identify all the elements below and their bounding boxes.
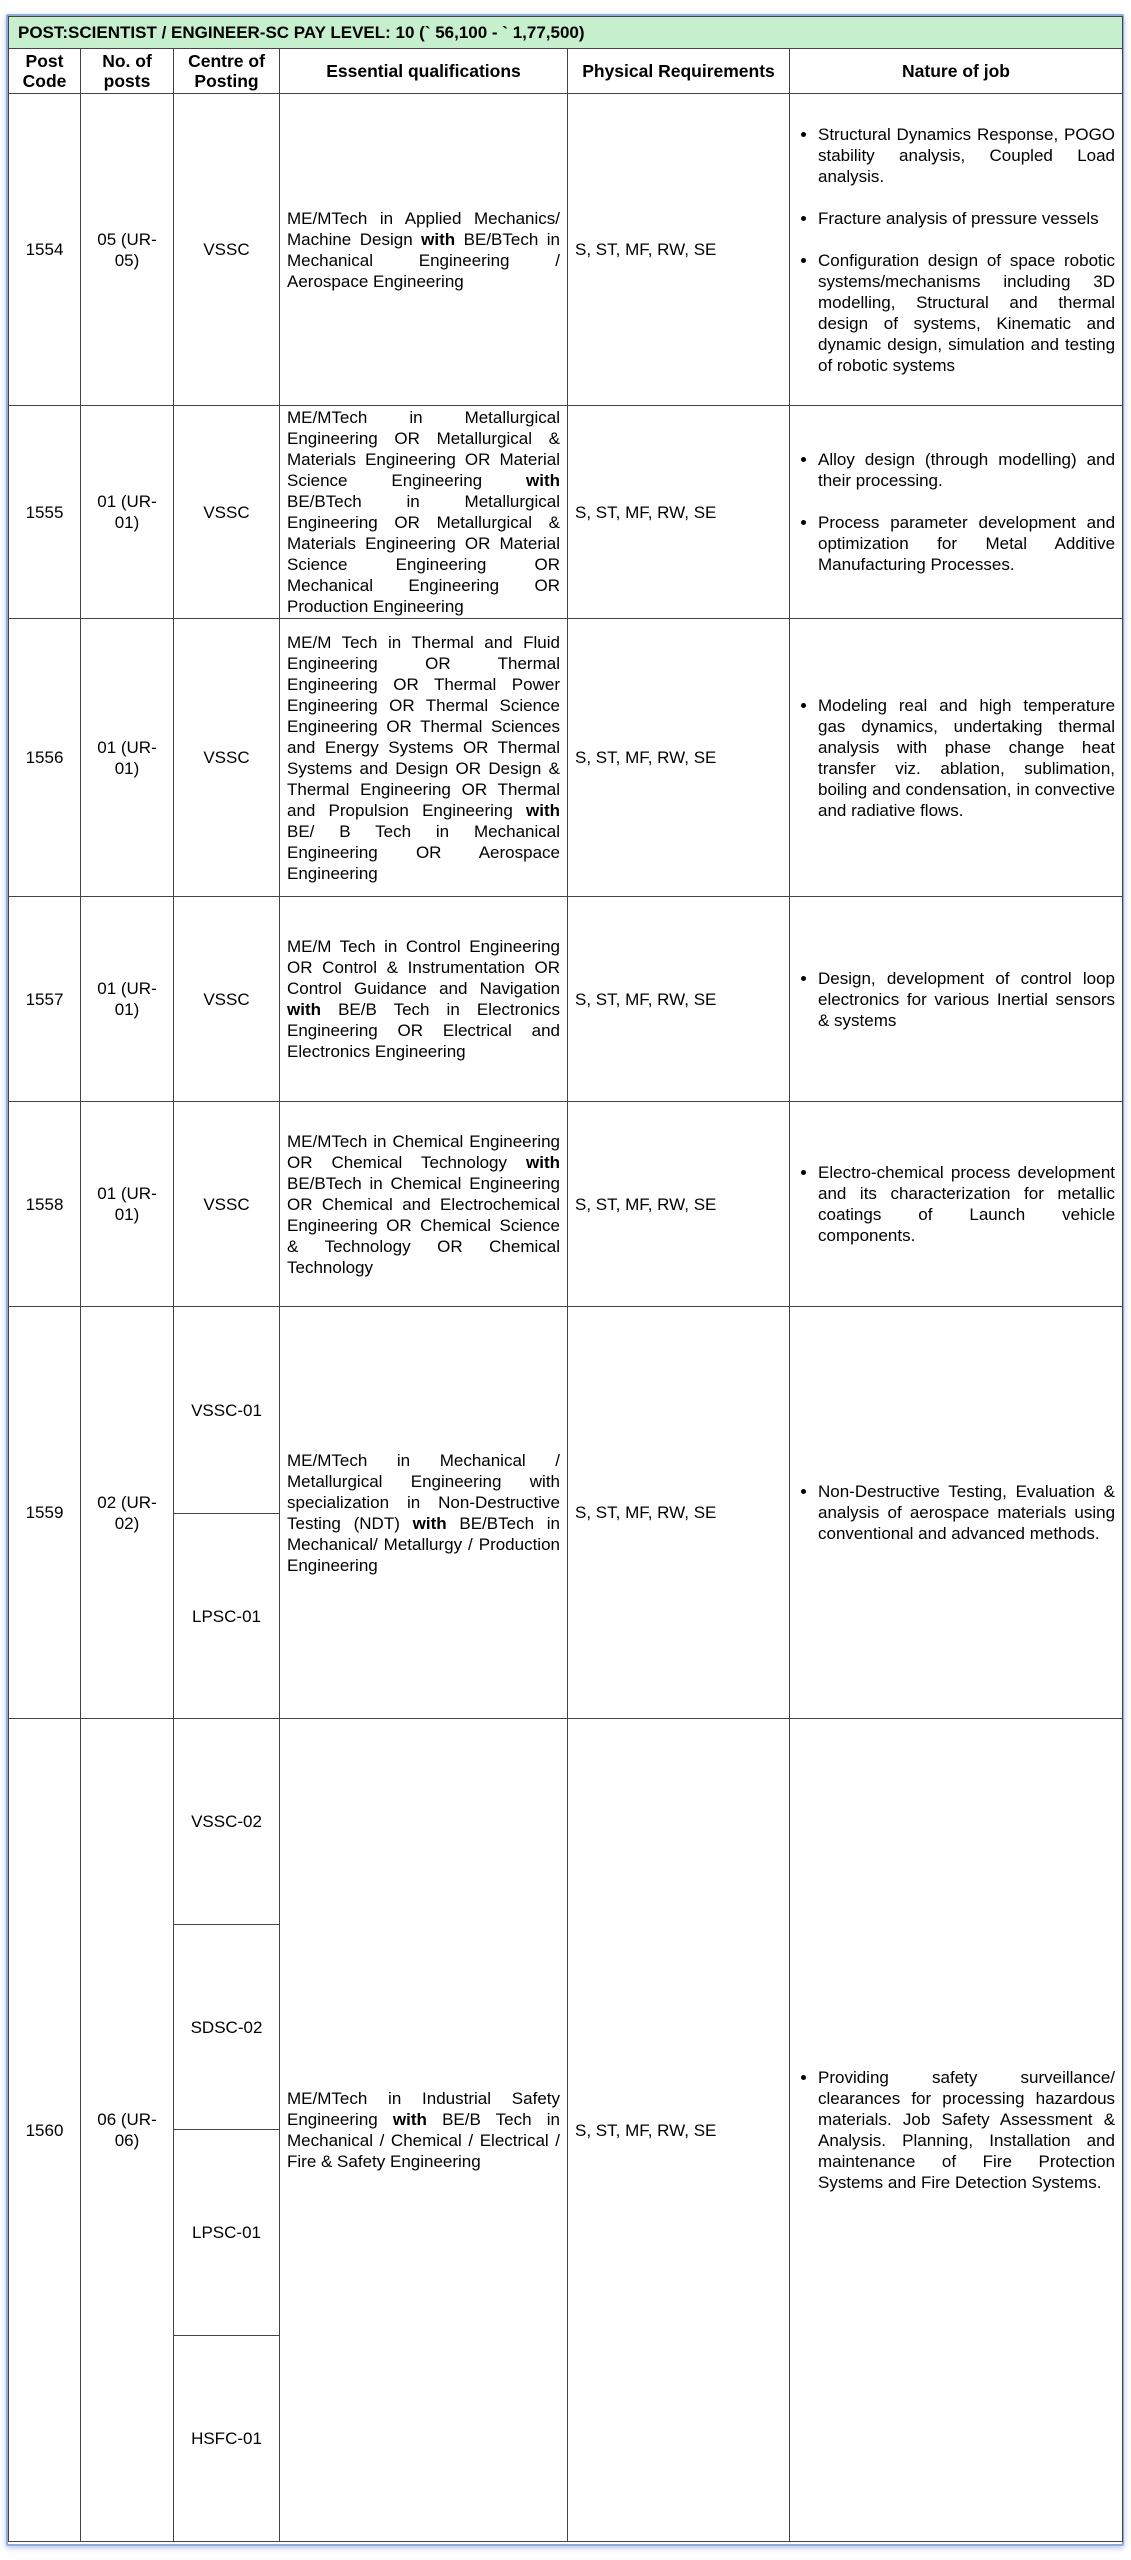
centre-cell: VSSC bbox=[174, 94, 280, 406]
nature-item: • Alloy design (through modelling) and their processing. bbox=[818, 449, 1115, 491]
centre-cell: VSSC bbox=[174, 406, 280, 619]
nature-item: • Fracture analysis of pressure vessels bbox=[818, 208, 1115, 229]
post-code-cell: 1554 bbox=[9, 94, 81, 406]
nature-list bbox=[797, 124, 1115, 376]
physical-requirements-cell: S, ST, MF, RW, SE bbox=[568, 619, 790, 897]
qualification-text: ME/MTech in Mechanical / Metallurgical Engineering with specialization in Non-Destructive Testing (NDT) bbox=[287, 1450, 560, 1533]
post-code-cell: 1560 bbox=[9, 1719, 81, 2542]
qualification-text: BE/B Tech in Mechanical / Chemical / Electrical / Fire & Safety Engineering bbox=[287, 2110, 560, 2171]
qualification-text: ME/MTech in Applied Mechanics/ Machine Design bbox=[287, 208, 560, 249]
qualification-connector: with bbox=[526, 800, 560, 820]
nature-of-job-cell bbox=[790, 1102, 1123, 1307]
nature-of-job-cell bbox=[790, 1307, 1123, 1719]
qualification-text: BE/BTech in Mechanical/ Metallurgy / Production Engineering bbox=[287, 1513, 560, 1575]
centre-cell: VSSC bbox=[174, 1102, 280, 1307]
qualification-text: ME/M Tech in Control Engineering OR Control & Instrumentation OR Control Guidance and Navigation bbox=[287, 937, 560, 998]
qualifications-cell bbox=[280, 1719, 568, 2542]
post-code-cell: 1557 bbox=[9, 897, 81, 1102]
table-row bbox=[9, 1102, 1123, 1307]
post-code-cell: 1556 bbox=[9, 619, 81, 897]
qualification-text: ME/MTech in Metallurgical Engineering OR Metallurgical & Materials Engineering OR Material Science Engineering bbox=[287, 408, 560, 490]
header-post-code: Post Code bbox=[9, 49, 81, 94]
header-nature: Nature of job bbox=[790, 49, 1123, 94]
no-of-posts-cell: 01 (UR-01) bbox=[81, 406, 174, 619]
no-of-posts-cell: 01 (UR-01) bbox=[81, 897, 174, 1102]
nature-item: • Design, development of control loop electronics for various Inertial sensors & systems bbox=[818, 968, 1115, 1031]
nature-list bbox=[797, 449, 1115, 575]
qualifications-cell bbox=[280, 94, 568, 406]
qualification-text: ME/M Tech in Thermal and Fluid Engineering OR Thermal Engineering OR Thermal Power Engineering OR Thermal Science Engineering OR Thermal Sciences and Energy Systems OR Thermal Systems and Design OR Design & Thermal Engineering OR Thermal and Propulsion Engineering bbox=[287, 632, 560, 820]
nature-item: • Structural Dynamics Response, POGO stability analysis, Coupled Load analysis. bbox=[818, 124, 1115, 187]
centre-cell: VSSC-01 bbox=[174, 1307, 280, 1514]
nature-of-job-cell bbox=[790, 94, 1123, 406]
nature-list bbox=[797, 1162, 1115, 1246]
centre-cell: SDSC-02 bbox=[174, 1925, 280, 2130]
qualifications-cell bbox=[280, 1102, 568, 1307]
qualification-connector: with bbox=[526, 471, 560, 490]
nature-list bbox=[797, 2067, 1115, 2193]
table-row bbox=[9, 619, 1123, 897]
qualification-text: BE/BTech in Chemical Engineering OR Chemical and Electrochemical Engineering OR Chemical Science & Technology OR Chemical Technology bbox=[287, 1173, 560, 1277]
table-row bbox=[9, 897, 1123, 1102]
post-code-cell: 1558 bbox=[9, 1102, 81, 1307]
nature-list bbox=[797, 968, 1115, 1031]
table-row bbox=[9, 406, 1123, 619]
centre-cell: VSSC-02 bbox=[174, 1719, 280, 1925]
table-row bbox=[9, 94, 1123, 406]
physical-requirements-cell: S, ST, MF, RW, SE bbox=[568, 1719, 790, 2542]
qualifications-cell bbox=[280, 897, 568, 1102]
table-row bbox=[9, 1307, 1123, 1514]
qualification-connector: with bbox=[526, 1152, 560, 1172]
qualification-text: BE/BTech in Mechanical Engineering / Aerospace Engineering bbox=[287, 229, 561, 291]
centre-cell: HSFC-01 bbox=[174, 2336, 280, 2542]
header-centre: Centre of Posting bbox=[174, 49, 280, 94]
qualification-text: ME/MTech in Industrial Safety Engineering bbox=[287, 2089, 560, 2129]
nature-of-job-cell bbox=[790, 619, 1123, 897]
no-of-posts-cell: 05 (UR-05) bbox=[81, 94, 174, 406]
nature-list bbox=[797, 1481, 1115, 1544]
qualification-connector: with bbox=[392, 2110, 427, 2129]
no-of-posts-cell: 01 (UR-01) bbox=[81, 619, 174, 897]
post-code-cell: 1559 bbox=[9, 1307, 81, 1719]
nature-of-job-cell bbox=[790, 897, 1123, 1102]
physical-requirements-cell: S, ST, MF, RW, SE bbox=[568, 406, 790, 619]
header-physical: Physical Requirements bbox=[568, 49, 790, 94]
qualification-text: ME/MTech in Chemical Engineering OR Chemical Technology bbox=[287, 1131, 560, 1172]
header-row bbox=[9, 49, 1123, 94]
header-no-of-posts: No. of posts bbox=[81, 49, 174, 94]
table-row bbox=[9, 1719, 1123, 1925]
post-code-cell: 1555 bbox=[9, 406, 81, 619]
nature-item: • Modeling real and high temperature gas dynamics, undertaking thermal analysis with phase change heat transfer viz. ablation, sublimation, boiling and condensation, in convective and radiative flows. bbox=[818, 695, 1115, 821]
nature-list bbox=[797, 695, 1115, 821]
nature-of-job-cell bbox=[790, 406, 1123, 619]
no-of-posts-cell: 01 (UR-01) bbox=[81, 1102, 174, 1307]
physical-requirements-cell: S, ST, MF, RW, SE bbox=[568, 897, 790, 1102]
no-of-posts-cell: 06 (UR-06) bbox=[81, 1719, 174, 2542]
qualification-connector: with bbox=[412, 1513, 447, 1533]
physical-requirements-cell: S, ST, MF, RW, SE bbox=[568, 94, 790, 406]
qualification-text: BE/BTech in Metallurgical Engineering OR Metallurgical & Materials Engineering OR Material Science Engineering OR Mechanical Engineering OR Production Engineering bbox=[287, 492, 560, 616]
nature-item: • Providing safety surveillance/ clearances for processing hazardous materials. Job Safety Assessment & Analysis. Planning, Installation and maintenance of Fire Protection Systems and Fire Detection Systems. bbox=[818, 2067, 1115, 2193]
qualifications-cell bbox=[280, 1307, 568, 1719]
qualifications-cell bbox=[280, 406, 568, 619]
centre-cell: LPSC-01 bbox=[174, 1514, 280, 1719]
qualification-connector: with bbox=[421, 229, 456, 249]
centre-cell: LPSC-01 bbox=[174, 2130, 280, 2336]
qualification-text: BE/ B Tech in Mechanical Engineering OR Aerospace Engineering bbox=[287, 821, 560, 883]
centre-cell: VSSC bbox=[174, 897, 280, 1102]
header-qualifications: Essential qualifications bbox=[280, 49, 568, 94]
posts-table bbox=[8, 16, 1123, 2542]
nature-item: • Non-Destructive Testing, Evaluation & analysis of aerospace materials using conventional and advanced methods. bbox=[818, 1481, 1115, 1544]
nature-item: • Configuration design of space robotic systems/mechanisms including 3D modelling, Structural and thermal design of systems, Kinematic and dynamic design, simulation and testing of robotic systems bbox=[818, 250, 1115, 376]
nature-item: • Electro-chemical process development and its characterization for metallic coatings of Launch vehicle components. bbox=[818, 1162, 1115, 1246]
qualifications-cell bbox=[280, 619, 568, 897]
qualification-text: BE/B Tech in Electronics Engineering OR Electrical and Electronics Engineering bbox=[287, 1000, 560, 1061]
post-title: POST:SCIENTIST / ENGINEER-SC PAY LEVEL: 10 (` 56,100 - ` 1,77,500) bbox=[9, 17, 1123, 49]
physical-requirements-cell: S, ST, MF, RW, SE bbox=[568, 1102, 790, 1307]
nature-item: • Process parameter development and optimization for Metal Additive Manufacturing Processes. bbox=[818, 512, 1115, 575]
nature-of-job-cell bbox=[790, 1719, 1123, 2542]
no-of-posts-cell: 02 (UR-02) bbox=[81, 1307, 174, 1719]
qualification-connector: with bbox=[287, 1000, 321, 1019]
physical-requirements-cell: S, ST, MF, RW, SE bbox=[568, 1307, 790, 1719]
title-row bbox=[9, 17, 1123, 49]
centre-cell: VSSC bbox=[174, 619, 280, 897]
